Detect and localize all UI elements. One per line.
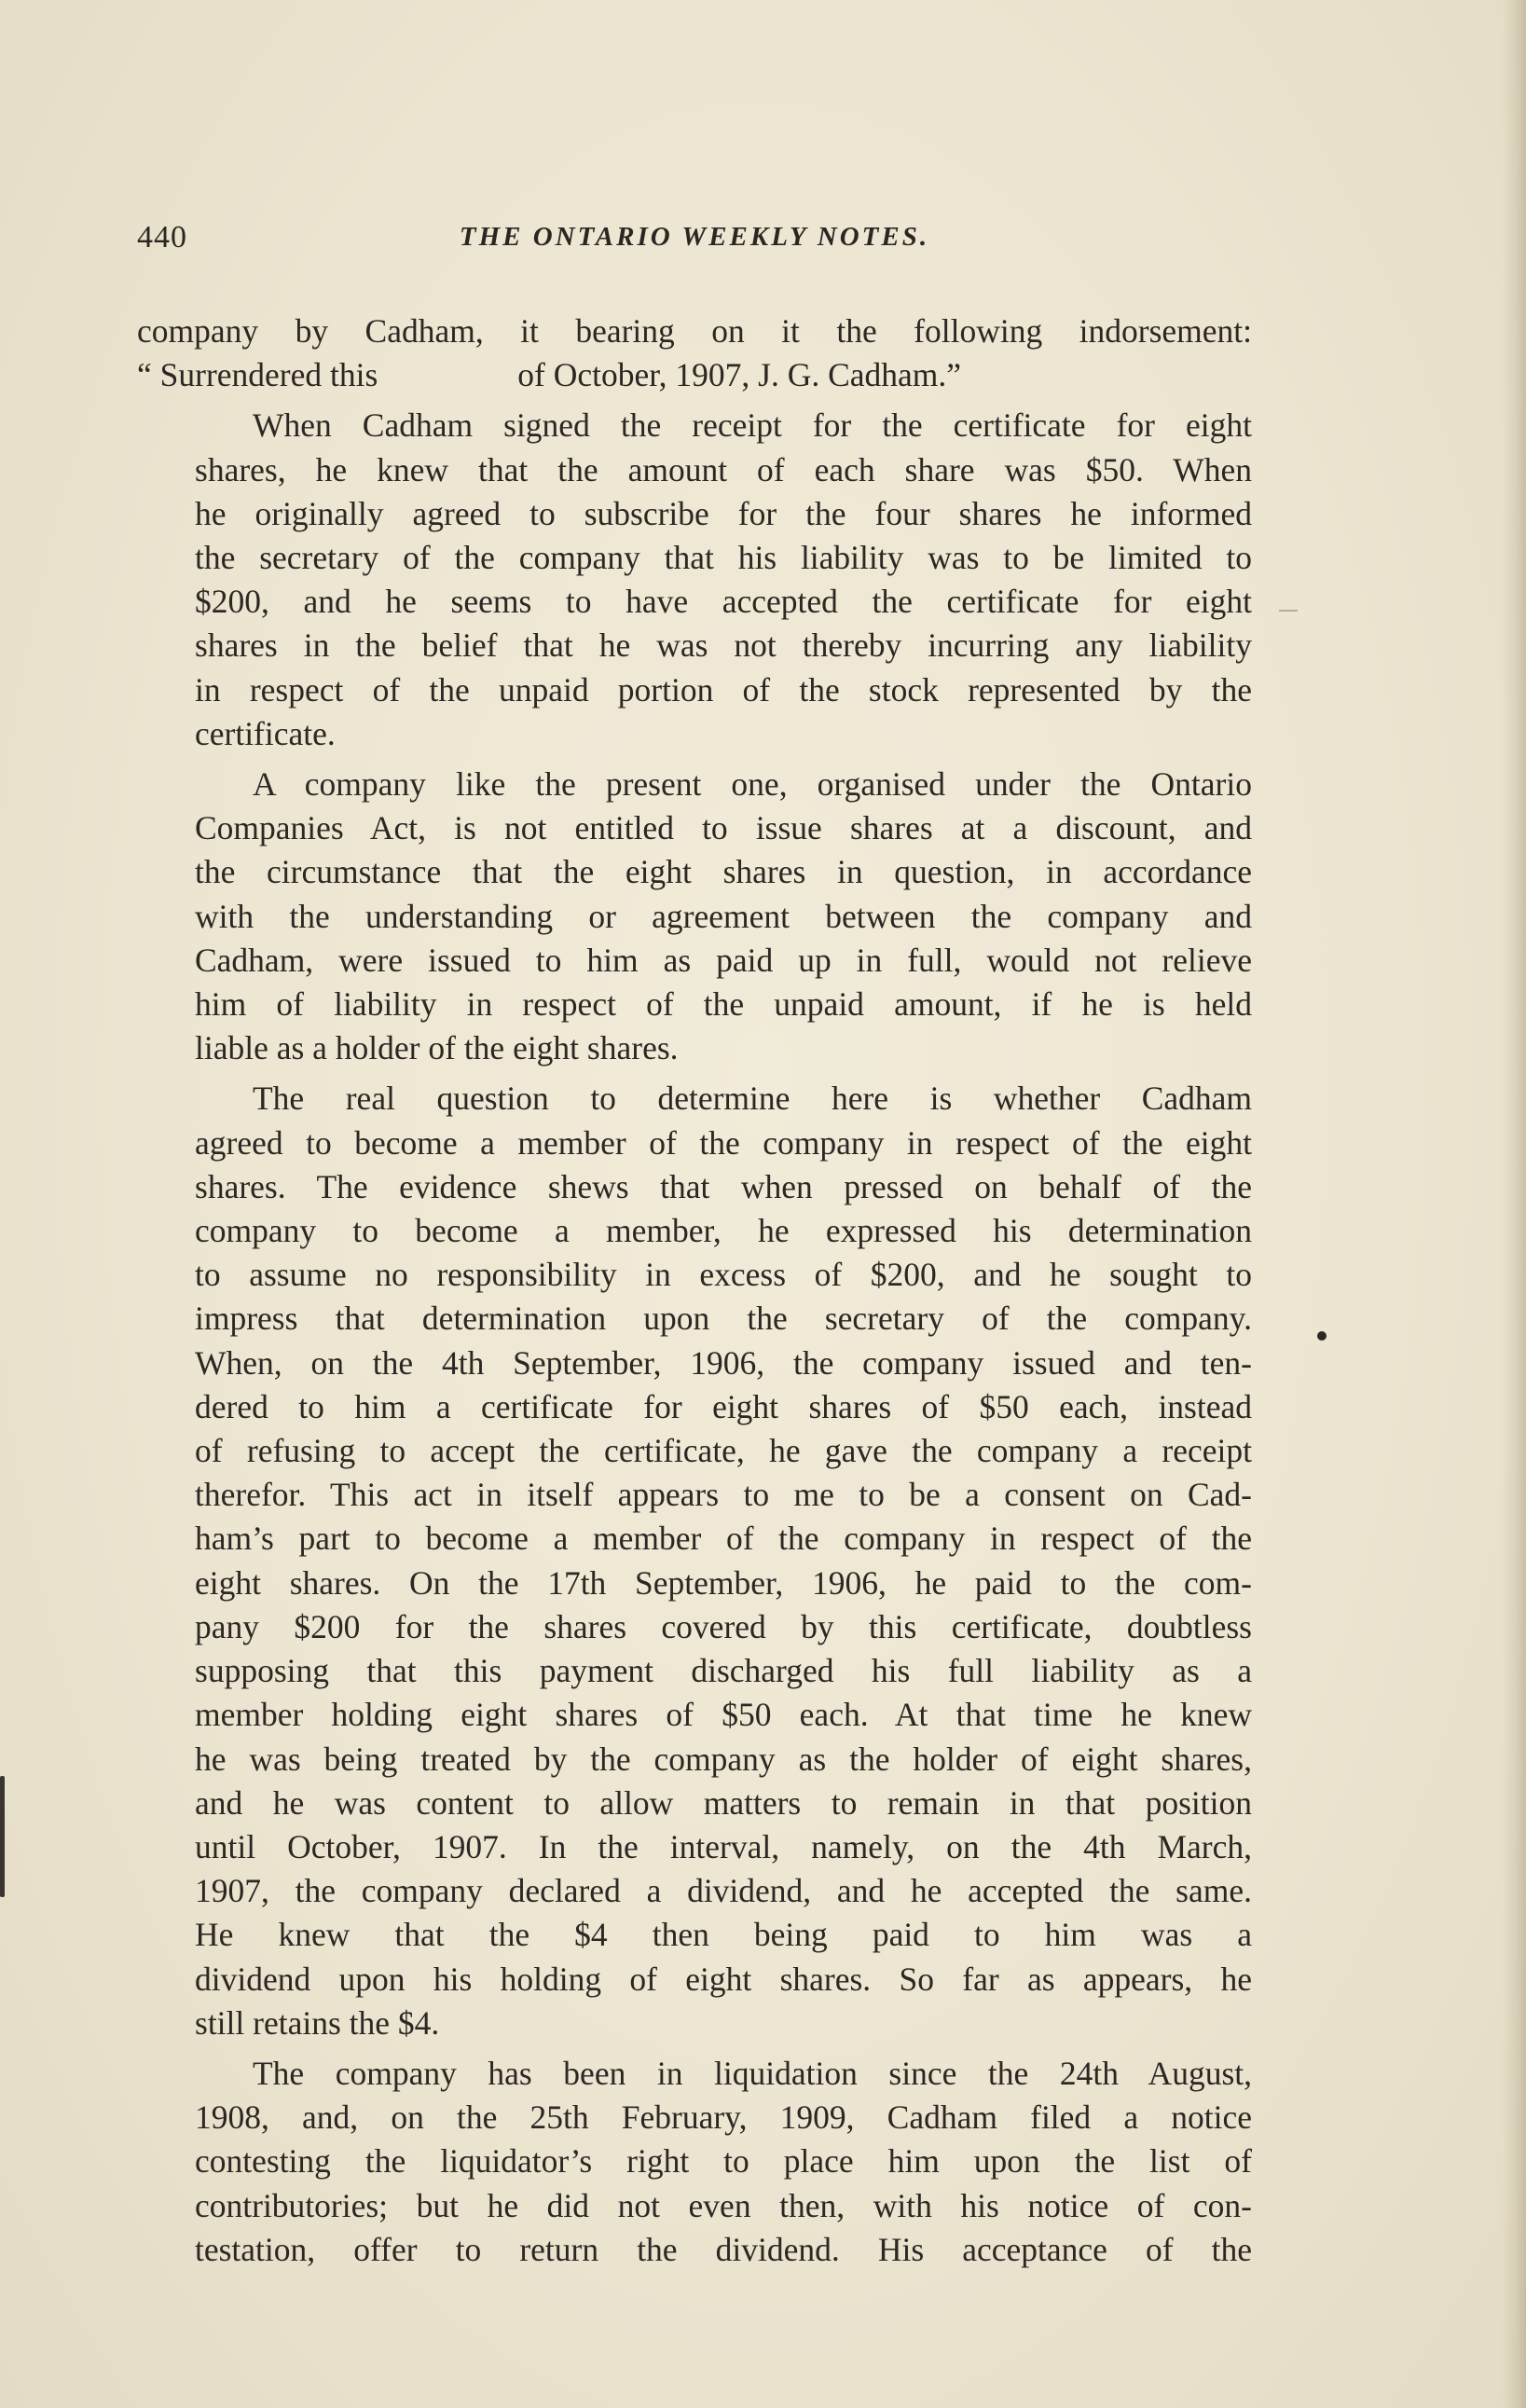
text-line: dered to him a certificate for eight shares of $50 each, instead [195,1387,1252,1425]
page-number: 440 [137,220,187,255]
text-line: shares. The evidence shews that when pressed on behalf of the [195,1167,1252,1205]
text-line: therefor. This act in itself appears to me to be a consent on Cad- [195,1476,1252,1514]
text-line: he was being treated by the company as the holder of eight shares, [195,1740,1252,1778]
text-line: 1908, and, on the 25th February, 1909, Cadham filed a notice [195,2098,1252,2137]
margin-dash [1279,610,1298,612]
margin-dot [1317,1331,1327,1341]
text-line: When, on the 4th September, 1906, the company issued and ten- [195,1343,1252,1382]
paragraph [137,763,1252,1070]
text-line: supposing that this payment discharged his full liability as a [195,1652,1252,1690]
text-line: with the understanding or agreement between the company and [195,897,1252,935]
text-line: contributories; but he did not even then, with his notice of con- [195,2186,1252,2224]
text-line: and he was content to allow matters to remain in that position [195,1783,1252,1822]
paragraph [137,1077,1252,2044]
text-line: shares, he knew that the amount of each share was $50. When [195,450,1252,488]
text-line: he originally agreed to subscribe for the four shares he informed [195,494,1252,532]
text-line: in respect of the unpaid portion of the stock represented by the [195,670,1252,709]
text-line: liable as a holder of the eight shares. [195,1029,679,1067]
text-line: to assume no responsibility in excess of $200, and he sought to [195,1256,1252,1294]
text-line: until October, 1907. In the interval, namely, on the 4th March, [195,1827,1252,1865]
text-fragment: of October, 1907, J. G. Cadham.” [517,356,962,394]
text-line: dividend upon his holding of eight shares. So far as appears, he [195,1960,1252,1998]
text-line: impress that determination upon the secretary of the company. [195,1300,1252,1338]
text-line: agreed to become a member of the company in respect of the eight [195,1123,1252,1162]
body-text [137,310,1252,2272]
text-line: shares in the belief that he was not thereby incurring any liability [195,626,1252,665]
text-line: him of liability in respect of the unpaid amount, if he is held [195,985,1252,1024]
text-line: ham’s part to become a member of the company in respect of the [195,1520,1252,1558]
paragraph [137,310,1252,397]
text-line: A company like the present one, organised under the Ontario [253,765,1252,804]
binding-mark [0,1776,5,1897]
page-header [137,220,1252,267]
text-line: testation, offer to return the dividend. His acceptance of the [195,2230,1252,2268]
text-line: of refusing to accept the certificate, he gave the company a receipt [195,1432,1252,1470]
paragraph [137,404,1252,756]
text-line: the secretary of the company that his liability was to be limited to [195,539,1252,577]
text-line: He knew that the $4 then being paid to him was a [195,1916,1252,1954]
text-line: 1907, the company declared a dividend, and he accepted the same. [195,1872,1252,1910]
text-line: eight shares. On the 17th September, 1906, he paid to the com- [195,1563,1252,1602]
text-line: the circumstance that the eight shares in question, in accordance [195,853,1252,891]
text-line: When Cadham signed the receipt for the certificate for eight [253,406,1252,445]
text-line: member holding eight shares of $50 each. At that time he knew [195,1696,1252,1734]
text-line: The real question to determine here is whether Cadham [253,1080,1252,1118]
text-line: company to become a member, he expressed his determination [195,1212,1252,1250]
text-line: Companies Act, is not entitled to issue shares at a discount, and [195,809,1252,847]
text-fragment: “ Surrendered this [137,356,378,394]
text-line [137,353,1252,397]
text-line: The company has been in liquidation since the 24th August, [253,2054,1252,2092]
page-edge-shadow [1502,0,1526,2408]
text-line: company by Cadham, it bearing on it the following indorsement: [137,312,1252,350]
text-line: contesting the liquidator’s right to place him upon the list of [195,2142,1252,2181]
text-line: certificate. [195,714,336,752]
text-line: $200, and he seems to have accepted the certificate for eight [195,583,1252,621]
text-line: pany $200 for the shares covered by this certificate, doubtless [195,1607,1252,1645]
paragraph [137,2052,1252,2272]
text-line: Cadham, were issued to him as paid up in full, would not relieve [195,941,1252,979]
text-line: still retains the $4. [195,2003,440,2042]
running-title: THE ONTARIO WEEKLY NOTES. [459,222,930,252]
